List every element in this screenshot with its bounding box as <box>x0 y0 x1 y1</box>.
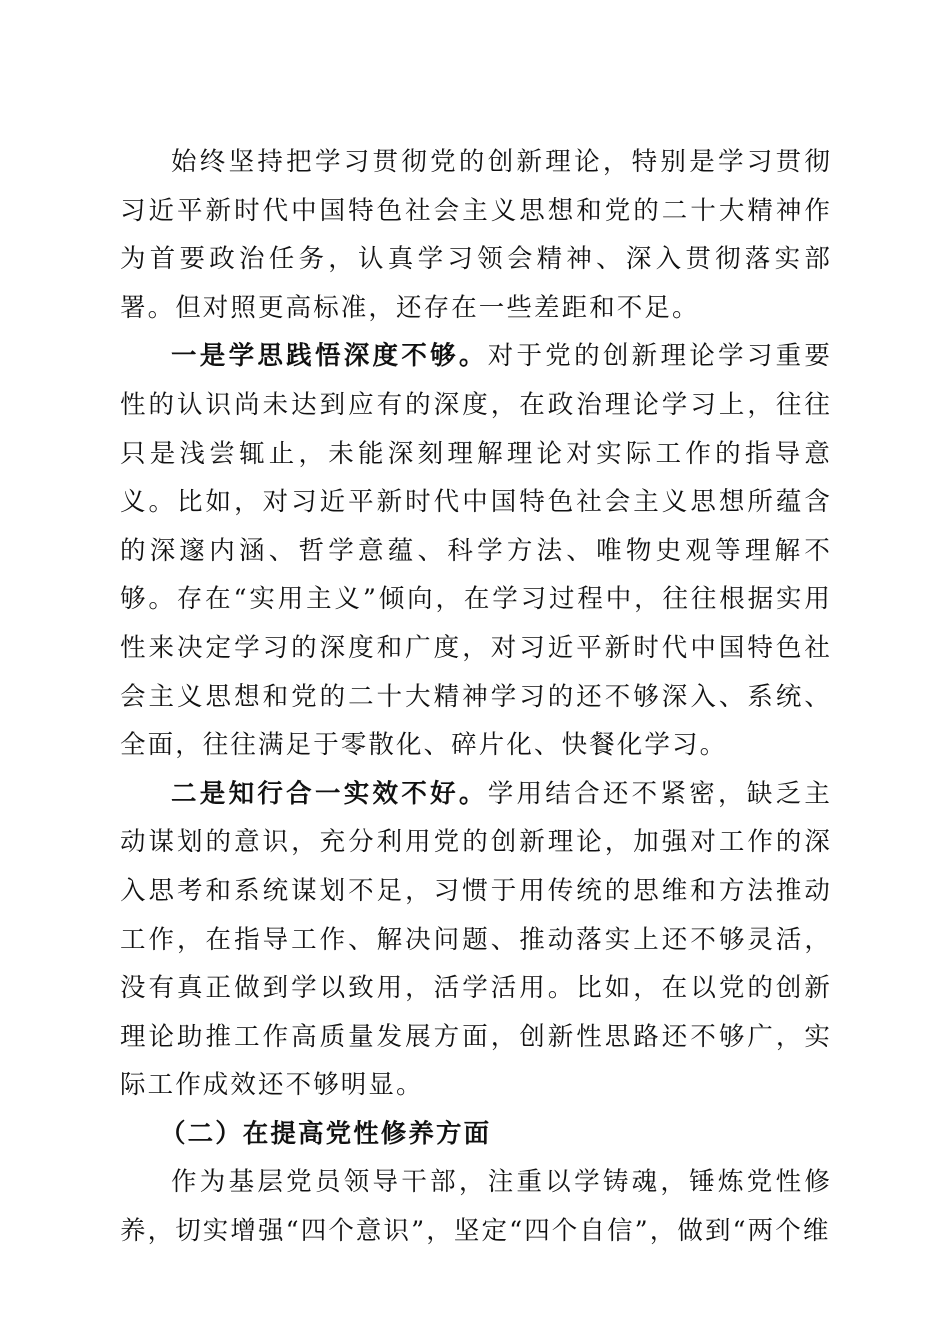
section-heading: （二）在提高党性修养方面 <box>160 1118 492 1149</box>
paragraph-practice-effect-lead: 二是知行合一实效不好。 <box>171 778 488 809</box>
paragraph-study-depth <box>120 332 832 769</box>
document-page <box>120 138 832 1256</box>
paragraph-study-depth-body: 对于党的创新理论学习重要性的认识尚未达到应有的深度，在政治理论学习上，往往只是浅尝辄止，未能深刻理解理论对实际工作的指导意义。比如，对习近平新时代中国特色社会主义思想所蕴含的深邃内涵、哲学意蕴、科学方法、唯物史观等理解不够。存在“实用主义”倾向，在学习过程中，往往根据实用性来决定学习的深度和广度，对习近平新时代中国特色社会主义思想和党的二十大精神学习的还不够深入、系统、全面，往往满足于零散化、碎片化、快餐化学习。 <box>120 341 832 761</box>
paragraph-intro: 始终坚持把学习贯彻党的创新理论，特别是学习贯彻习近平新时代中国特色社会主义思想和党的二十大精神作为首要政治任务，认真学习领会精神、深入贯彻落实部署。但对照更高标准，还存在一些差距和不足。 <box>120 147 832 323</box>
paragraph-study-depth-lead: 一是学思践悟深度不够。 <box>171 341 488 372</box>
paragraph-practice-effect-body: 学用结合还不紧密，缺乏主动谋划的意识，充分利用党的创新理论，加强对工作的深入思考和系统谋划不足，习惯于用传统的思维和方法推动工作，在指导工作、解决问题、推动落实上还不够灵活，没有真正做到学以致用，活学活用。比如，在以党的创新理论助推工作高质量发展方面，创新性思路还不够广，实际工作成效还不够明显。 <box>120 778 832 1101</box>
paragraph-practice-effect <box>120 770 832 1110</box>
paragraph-party-spirit: 作为基层党员领导干部，注重以学铸魂，锤炼党性修养，切实增强“四个意识”，坚定“四个自信”，做到“两个维 <box>120 1167 832 1247</box>
